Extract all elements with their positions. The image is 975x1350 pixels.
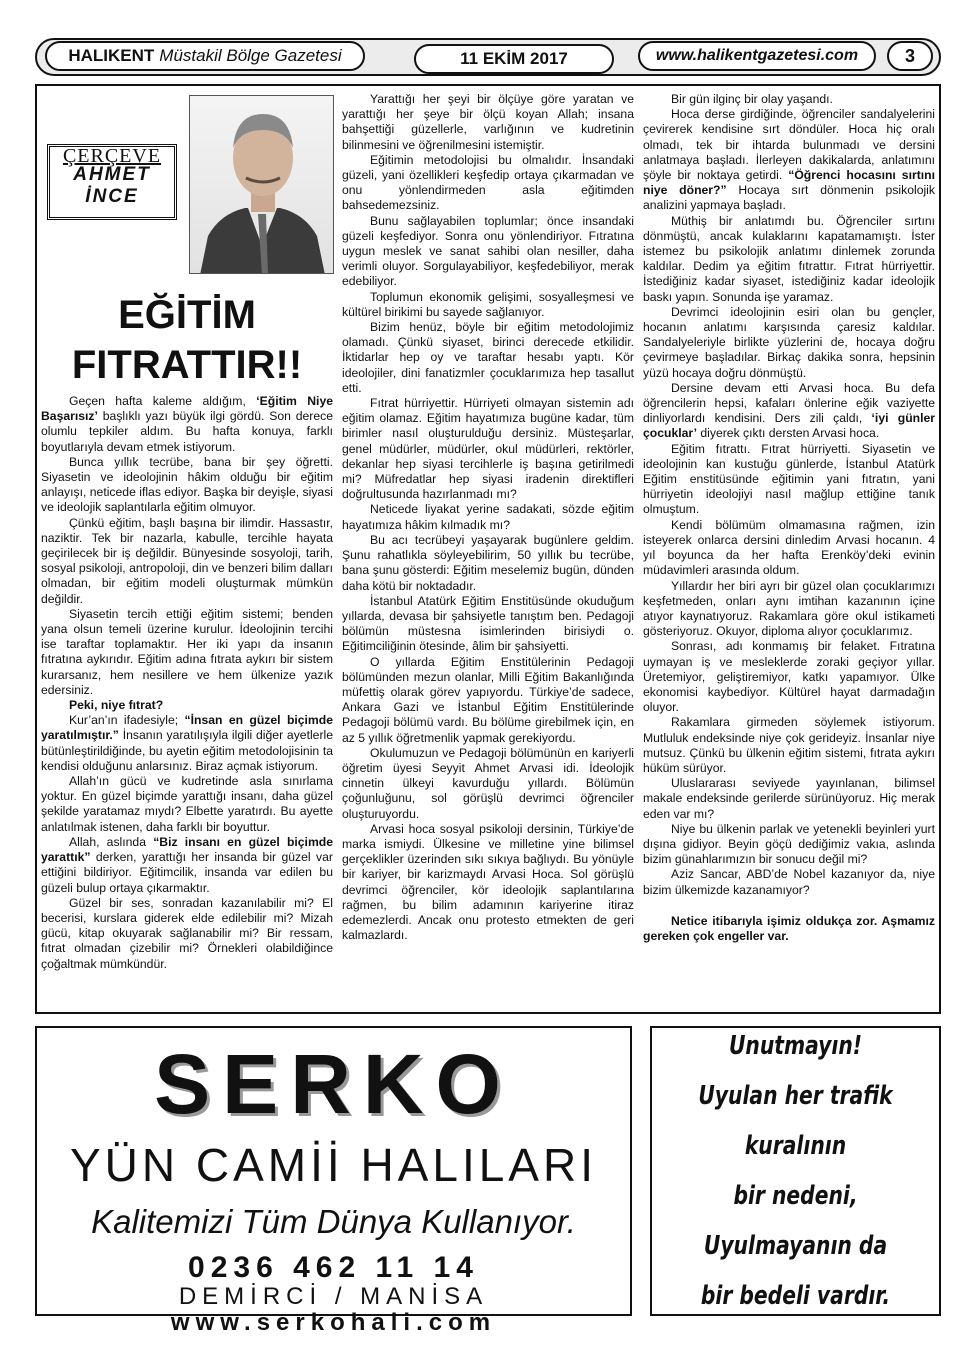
paragraph-text: Eğitim fıtrattı. Fıtrat hürriyetti. Siyasetin ve ideolojinin kan kustuğu günlerde, İstanbul Atatürk Eğitim enstitüsünde eğitimin yani fıtratın, yani hürriyetin ideolojiyi nasıl mağlup ettiğine tanık olmuştum. xyxy=(643,441,935,517)
paragraph-text: Hocaya sırt dönmenin psikolojik analizini yapmaya başladı. xyxy=(643,183,935,213)
paragraph-text: Güzel bir ses, sonradan kazanılabilir mi? El becerisi, kurslara giderek elde edilebilir mi? Mizah gücü, kitap okuyarak sağlanabilir mi? Bir ressam, fıtrat olmadan çizebilir mi? Örnekleri olabildiğince çoğaltmak mümkündür. xyxy=(41,895,333,971)
headline xyxy=(41,290,333,390)
paragraph-text: Dersine devam etti Arvasi hoca. Bu defa öğrencilerin hepsi, kafaları önlerine eğik vaziyette dinliyorlardı kendisini. Ders zili çaldı, xyxy=(643,380,935,426)
article-paragraph xyxy=(643,214,935,305)
serko-brand: SERKO xyxy=(154,1037,513,1131)
paragraph-text: Allah, aslında xyxy=(69,834,154,849)
paper-name-box xyxy=(45,41,365,71)
paragraph-text: Kur’an’ın ifadesiyle; xyxy=(69,713,185,728)
article-column-1 xyxy=(41,92,333,972)
page-number: 3 xyxy=(887,41,933,71)
article-paragraph xyxy=(41,455,333,516)
website-link[interactable]: www.halikentgazetesi.com xyxy=(638,41,876,71)
serko-advertisement xyxy=(35,1026,632,1336)
paragraph-text: Geçen hafta kaleme aldığım, xyxy=(69,394,257,408)
col1-body xyxy=(41,394,333,972)
article-paragraph xyxy=(41,607,333,698)
paragraph-text: O yıllarda Eğitim Enstitülerinin Pedagoji bölümünden mezun olanlar, Milli Eğitim Bakanlığında müfettiş olarak görev yapıyordu. Türkiye’de sadece, Ankara Gazi ve İstanbul Eğitim Enstitülerinde Pedagoji bölümü vardı. Bu bölüme girebilmek için, en az 5 yıllık öğretmenlik yapmak gerekiyordu. xyxy=(342,654,634,745)
paragraph-text: Eğitimin metodolojisi bu olmalıdır. İnsandaki güzeli, yani özellikleri keşfedip ortaya çıkarmadan ve onu yönlendirmeden asla eğitimden bahsedemezsiniz. xyxy=(342,152,634,213)
paragraph-text: Niye bu ülkenin parlak ve yetenekli beyinleri yurt dışına gidiyor. Beyin göçü dediğimiz vakıa, aslında bizim günahlarımızın bir sonucu değil mi? xyxy=(643,821,935,867)
article-paragraph xyxy=(643,305,935,381)
paper-name: HALIKENT xyxy=(68,46,155,65)
closing-paragraph xyxy=(643,914,935,944)
paragraph-text: Arvasi hoca sosyal psikoloji dersinin, Türkiye’de marka ismiydi. Ülkesine ve milletine yine bilimsel gerçeklikler üzerinden sıkı sıkıya bağlıydı. Bu yönüyle bir kariyer, bir karizmaydı Arvasi Hoca. Sol görüşlü devrimci öğrenciler, kör ideolojik saplantılarına rağmen, bu bilim adamının kariyerine itiraz edemezlerdi. Ancak onu protesto etmekten de geri kalmazlardı. xyxy=(342,821,634,943)
paragraph-text: Rakamlara girmeden söylemek istiyorum. Mutluluk endeksinde niye çok gerideyiz. İnsanlar niye mutsuz. Çünkü bu ülkenin eğitim sistemi, fıtrata aykırı hüküm sürüyor. xyxy=(643,715,935,775)
article-paragraph xyxy=(342,533,634,594)
article-paragraph xyxy=(643,518,935,579)
article-paragraph xyxy=(342,92,634,153)
article-paragraph xyxy=(342,746,634,822)
article-paragraph xyxy=(643,715,935,776)
paragraph-text: Toplumun ekonomik gelişimi, sosyalleşmesi ve kültürel birikimi bu sayede sağlanıyor. xyxy=(342,289,634,319)
headline-line-2: FITRATTIR!! xyxy=(71,343,303,387)
paragraph-text: Bizim henüz, böyle bir eğitim metodolojimiz olamadı. Çünkü siyaset, birinci derecede etkilidir. İktidarlar hep oy ve taraftar hesabı yaptı. Kör ideolojiler, dini fanatizmler çocuklarımıza hep tasallut etti. xyxy=(342,320,634,395)
paragraph-text: Fıtrat hürriyettir. Hürriyeti olmayan sistemin adı eğitim olamaz. Eğitim hayatımıza bugüne kadar, tüm birimler nasıl oluşturulduğu dersiniz. Müsteşarlar, genel müdürler, müdürler, okul müdürleri, rektörler, dekanlar hep siyasi tercihlerle iş başına getirilmedi mi? Müfredatlar hep siyasi iradenin direktifleri doğrultusunda hazırlanmadı mı? xyxy=(342,396,634,502)
article-paragraph xyxy=(41,896,333,972)
paragraph-text: Allah’ın gücü ve kudretinde asla sınırlama yoktur. En güzel biçimde yarattığı insanı, daha güzel şekilde yaratamaz mıydı? Elbette yaratırdı. Bu ayette anlatılmak istenen, daha farklı bir boyuttur. xyxy=(41,774,333,834)
paragraph-text: Bunca yıllık tecrübe, bana bir şey öğretti. Siyasetin ve ideolojinin hâkim olduğu bir eğitim anlayışı, neticede iflas ediyor. Başka bir deyişle, siyasi ve ideolojik saplantılarla eğitim olmuyor. xyxy=(41,454,333,515)
article-paragraph xyxy=(41,713,333,774)
author-last-name: İNCE xyxy=(85,186,139,208)
paragraph-text: Bir gün ilginç bir olay yaşandı. xyxy=(671,92,833,106)
article-paragraph xyxy=(643,822,935,868)
paragraph-text: başlıklı yazı büyük ilgi gördü. Son derece olumlu tepkiler aldım. Bu hafta konuya, farklı boyutlarıyla devam etmek istiyorum. xyxy=(41,409,333,454)
paragraph-text: Yarattığı her şeyi bir ölçüye göre yaratan ve yarattığı her şeye bir ölçü koyan Allah; insana bahşettiği güzellerle, varlığının ve kudretinin bilinmesini ve öğrenilmesini istemiştir. xyxy=(342,92,634,152)
article-paragraph xyxy=(643,579,935,640)
paragraph-text: derken, yarattığı her insanda bir güzel var ettiğini bildiriyor. Eğitimcilik, insanda var edilen bu güzeli bulup ortaya çıkarmaktır. xyxy=(41,850,333,895)
paragraph-text: Okulumuzun ve Pedagoji bölümünün en kariyerli öğretim üyesi Seyyit Ahmet Arvasi idi. İdeolojik cinnetin ülkeyi kavurduğu yıllardı. Bölümün çoğunluğunu, sol görüşlü devrimci öğrenciler oluşturuyordu. xyxy=(342,745,634,821)
paragraph-text: Neticede liyakat yerine sadakati, sözde eğitim hayatımıza hâkim kılmadık mı? xyxy=(342,502,634,532)
headline-line-1: EĞİTİM xyxy=(118,293,256,337)
paragraph-text: Kendi bölümüm olmamasına rağmen, izin isteyerek onlarca dersini dinledim Arvasi hocanın. 4 yıl boyunca da her hafta Erenköy’deki evinin müdavimleri arasında oldum. xyxy=(643,517,935,578)
paper-subtitle: Müstakil Bölge Gazetesi xyxy=(159,46,342,65)
article-paragraph xyxy=(41,394,333,455)
article-paragraph xyxy=(342,214,634,290)
emphasis-text: “Öğrenci hocasını sırtını niye döner?” xyxy=(643,168,935,198)
article-column-3 xyxy=(643,92,935,944)
column-badge xyxy=(47,144,177,220)
serko-phone: 0236 462 11 14 xyxy=(188,1251,479,1284)
article-paragraph xyxy=(342,290,634,320)
traffic-line-5: bir bedeli vardır. xyxy=(700,1281,891,1311)
author-portrait-icon xyxy=(190,96,334,274)
article-paragraph xyxy=(41,835,333,896)
article-paragraph xyxy=(643,639,935,715)
article-paragraph xyxy=(342,153,634,214)
emphasis-text: ‘iyi günler çocuklar’ xyxy=(643,411,935,441)
paragraph-text: Devrimci ideolojinin esiri olan bu gençler, hocanın anlatımı karşısında çaresiz kaldılar. Sandalyeleriyle birlikte yüzlerini de, hocaya doğru çevirmeye başladılar. Birkaç dakika sonra, hepsinin yüzü hocaya doğru dönmüştü. xyxy=(643,304,935,380)
paragraph-text: Uluslararası seviyede yayınlanan, bilimsel makale endeksinde gerilerde sürünüyoruz. Hiç merak eden var mı? xyxy=(643,776,935,821)
col3-body xyxy=(643,92,935,898)
paragraph-text: Aziz Sancar, ABD’de Nobel kazanıyor da, niye bizim ülkemizde kazanamıyor? xyxy=(643,867,935,897)
article-paragraph xyxy=(643,867,935,897)
traffic-line-3: bir nedeni, xyxy=(733,1181,858,1211)
paragraph-text: Müthiş bir anlatımdı bu. Öğrenciler sırtını dönmüştü, ancak kulaklarını kapatamamıştı. İster istemez bu psikolojik anlatımı dinlemek zorunda kaldılar. Dedim ya eğitim fıtrattır. Fıtrat hürriyettir. İstediğiniz kadar siyaset, istediğiniz kadar ideolojik baskı yapın. Sonunda işe yaramaz. xyxy=(643,213,935,304)
col2-body xyxy=(342,92,634,943)
article-paragraph xyxy=(41,516,333,607)
traffic-line-4: Uyulmayanın da xyxy=(703,1231,888,1261)
issue-date: 11 EKİM 2017 xyxy=(414,44,614,74)
article-paragraph xyxy=(643,92,935,107)
paragraph-text: Bunu sağlayabilen toplumlar; önce insandaki güzeli keşfediyor. Sonra onu yönlendiriyor. Fıtratına uygun meslek ve sanat sahibi olan nesiller, daha verimli oluyor. Sorgulayabiliyor, keşfedebiliyor, merak edebiliyor. xyxy=(342,213,634,289)
emphasis-text: Peki, niye fıtrat? xyxy=(69,698,164,713)
traffic-line-2: Uyulan her trafik kuralının xyxy=(698,1081,893,1161)
author-first-name: AHMET xyxy=(73,164,151,186)
article-paragraph xyxy=(643,442,935,518)
column-name: ÇERÇEVE xyxy=(62,145,162,167)
article-paragraph xyxy=(342,655,634,746)
article-paragraph xyxy=(41,698,333,713)
paragraph-text: Çünkü eğitim, başlı başına bir ilimdir. Hassastır, naziktir. Tek bir nazarla, kabulle, tercihle hayata geçirilecek bir iş değildir. Bünyesinde sosyoloji, tarih, sosyal psikoloji, antropoloji, din ve benzeri bilim dalları olmadan, bir eğitim modeli oluşturmak mümkün değildir. xyxy=(41,515,333,606)
paragraph-text: diyerek çıktı dersten Arvasi hoca. xyxy=(696,426,880,441)
article-paragraph xyxy=(342,822,634,944)
paragraph-text: Sonrası, adı konmamış bir felaket. Fıtratına uymayan iş ve mesleklerde zoraki geçiyor yıllar. Üretemiyor, geliştiremiyor, katkı yapamıyor. Ülke ekonomisi kaybediyor. Kültürel hayat darmadağın oluyor. xyxy=(643,639,935,715)
paragraph-text: İnsanın yaratılışıyla ilgili diğer ayetlerle bütünleştirildiğinde, bu ayetin eğitim metodolojisinin ta kendisi olduğunu anlarsınız. Biraz açmak istiyorum. xyxy=(41,728,333,773)
serko-website[interactable]: www.serkohali.com xyxy=(170,1309,497,1336)
paragraph-text: Bu acı tecrübeyi yaşayarak bugünlere geldim. Şunu rahatlıkla söyleyebilirim, 50 yıllık bu tecrübe, bana şunu gösterdi: Eğitim meselemiz bugün, dünden daha kötü bir noktadadır. xyxy=(342,532,634,593)
article-frame xyxy=(35,84,941,1014)
article-paragraph xyxy=(643,381,935,442)
author-photo xyxy=(189,95,334,274)
closing-text: Netice itibarıyla işimiz oldukça zor. Aşmamız gereken çok engeller var. xyxy=(643,913,935,943)
article-paragraph xyxy=(342,502,634,532)
article-paragraph xyxy=(643,107,935,213)
article-paragraph xyxy=(643,776,935,822)
paragraph-text: Yıllardır her biri ayrı bir güzel olan çocuklarımızı keşfetmeden, onları aynı imtihan kazanının içine atıyor kaynatıyoruz. Rakamlara göre okul istikameti gösteriyoruz. Okuyor, diploma alıyor çocuklarımız. xyxy=(643,578,935,639)
serko-location: DEMİRCİ / MANİSA xyxy=(178,1283,489,1310)
emphasis-text: “İnsan en güzel biçimde yaratılmıştır.” xyxy=(41,713,333,743)
serko-product: YÜN CAMİİ HALILARI xyxy=(70,1139,597,1191)
author-block xyxy=(41,92,333,282)
traffic-psa-box xyxy=(650,1026,941,1316)
paragraph-text: Hoca derse girdiğinde, öğrenciler sandalyelerini çevirerek kendisine sırt döndüler. Hoca hiç oralı olmadı, tek bir ihtarda bulunmadı ve dersini anlatmaya başladı. İlerleyen dakikalarda, anlatımını şöyle bir noktaya getirdi. xyxy=(643,107,935,183)
article-paragraph xyxy=(41,774,333,835)
article-paragraph xyxy=(342,396,634,502)
emphasis-text: “Biz insanı en güzel biçimde yarattık” xyxy=(41,834,333,865)
article-paragraph xyxy=(342,594,634,655)
paragraph-text: İstanbul Atatürk Eğitim Enstitüsünde okuduğum yıllarda, devasa bir şahsiyetle tanıştım ben. Pedagoji bölümün müstesna isimlerinden birisiydi o. Eğitimciliğinin ötesinde, âlim bir şahsiyetti. xyxy=(342,593,634,654)
article-paragraph xyxy=(342,320,634,396)
serko-slogan: Kalitemizi Tüm Dünya Kullanıyor. xyxy=(91,1203,576,1240)
paragraph-text: Siyasetin tercih ettiği eğitim sistemi; benden yana olsun temeli üzerine kurulur. İdeolojinin tercihi ise taraftar toplamaktır. Her iki yapı da insanın fıtratına aykırıdır. Eğitim adına fıtrata aykırı bir sistem kurarsanız, hem nesillere ve hem ülkenize yazık edersiniz. xyxy=(41,606,333,697)
traffic-line-1: Unutmayın! xyxy=(728,1031,863,1061)
article-column-2 xyxy=(342,92,634,943)
emphasis-text: ‘Eğitim Niye Başarısız’ xyxy=(41,394,333,424)
